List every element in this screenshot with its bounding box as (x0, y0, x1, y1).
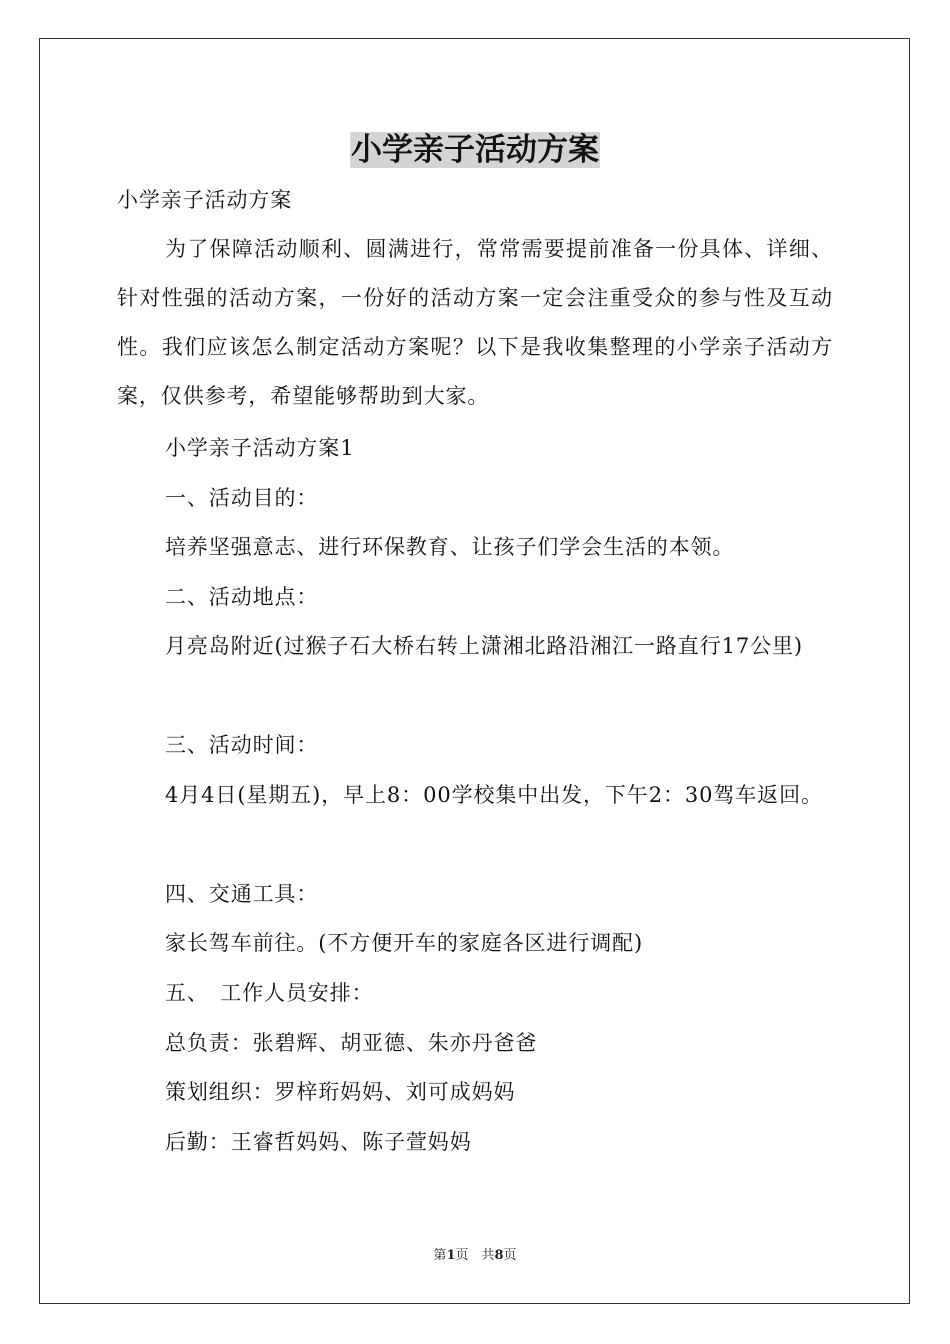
time-text: 4月4日(星期五)，早上8：00学校集中出发，下午2：30驾车返回。 (165, 783, 823, 807)
footer-page-current: 1 (446, 1248, 456, 1263)
staff-lead: 总负责：张碧辉、胡亚德、朱亦丹爸爸 (165, 1031, 538, 1055)
transport-text: 家长驾车前往。(不方便开车的家庭各区进行调配) (165, 931, 644, 955)
heading-time: 三、活动时间： (165, 733, 319, 757)
footer-page-suffix: 页 (503, 1248, 517, 1263)
page-footer (0, 1244, 950, 1263)
location-text: 月亮岛附近(过猴子石大桥右转上潇湘北路沿湘江一路直行17公里) (165, 634, 804, 658)
staff-logistics: 后勤：王睿哲妈妈、陈子萱妈妈 (165, 1130, 472, 1154)
intro-paragraph: 为了保障活动顺利、圆满进行，常常需要提前准备一份具体、详细、针对性强的活动方案，一份好的活动方案一定会注重受众的参与性及互动性。我们应该怎么制定活动方案呢？以下是我收集整理的小学亲子活动方案，仅供参考，希望能够帮助到大家。 (117, 237, 833, 408)
purpose-text: 培养坚强意志、进行环保教育、让孩子们学会生活的本领。 (165, 535, 735, 559)
document-title-text: 小学亲子活动方案 (351, 132, 599, 168)
heading-purpose: 一、活动目的： (165, 486, 319, 510)
footer-page-total: 8 (494, 1248, 504, 1263)
footer-page-mid: 页 共 (455, 1248, 495, 1263)
heading-transport: 四、交通工具： (165, 882, 319, 906)
footer-page-prefix: 第 (433, 1248, 447, 1263)
staff-planning: 策划组织：罗梓珩妈妈、刘可成妈妈 (165, 1080, 516, 1104)
heading-staff: 五、 工作人员安排： (165, 981, 374, 1005)
heading-location: 二、活动地点： (165, 585, 319, 609)
document-subtitle: 小学亲子活动方案 (117, 188, 293, 212)
document-title (0, 128, 950, 172)
section-title: 小学亲子活动方案1 (165, 436, 355, 460)
